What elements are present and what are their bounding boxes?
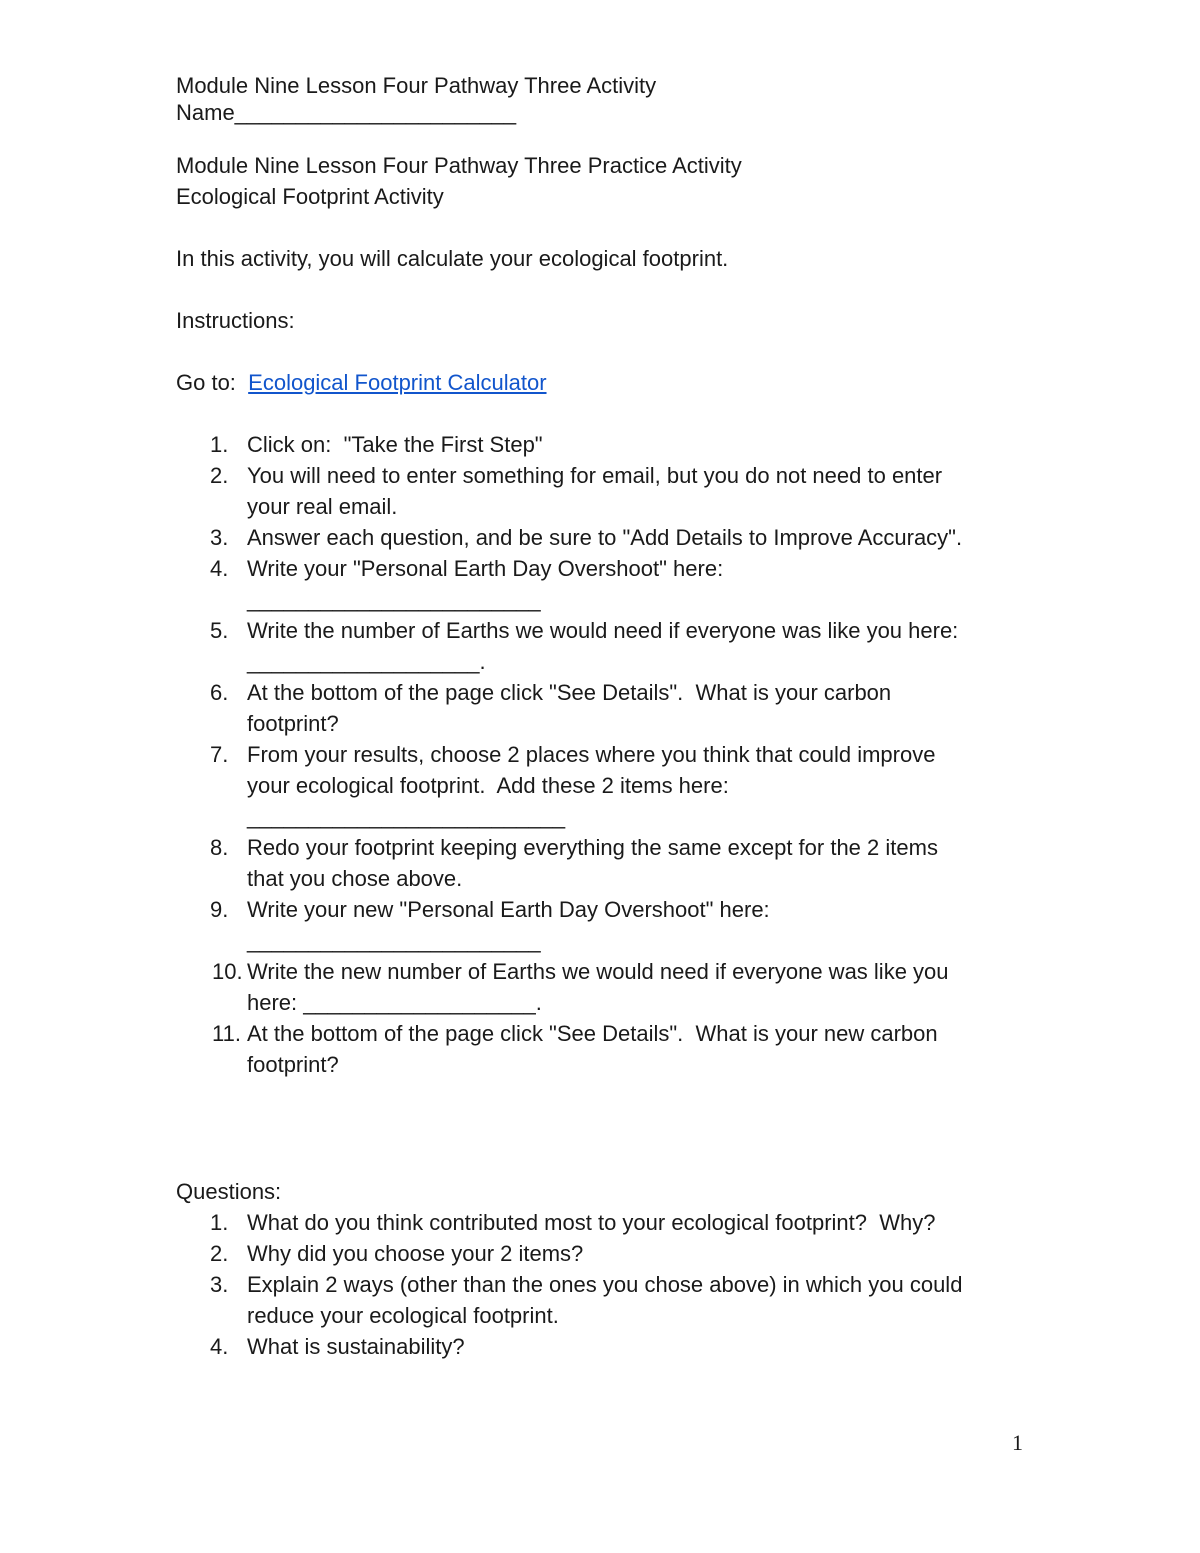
step-number: 3.: [210, 525, 229, 550]
header-title: Module Nine Lesson Four Pathway Three Activity: [176, 73, 657, 98]
question-number: 4.: [210, 1334, 229, 1359]
list-item: [176, 1331, 1036, 1362]
list-item: [176, 522, 1036, 553]
activity-description: In this activity, you will calculate your ecological footprint.: [176, 246, 729, 271]
instruction-steps: [176, 429, 1036, 1080]
activity-subtitle: Ecological Footprint Activity: [176, 184, 444, 209]
question-number: 3.: [210, 1272, 229, 1297]
question-text: Explain 2 ways (other than the ones you chose above) in which you could reduce your ecological footprint.: [247, 1272, 963, 1328]
step-number: 2.: [210, 463, 229, 488]
step-text: At the bottom of the page click "See Details". What is your new carbon footprint?: [247, 1021, 938, 1077]
calculator-link[interactable]: Ecological Footprint Calculator: [248, 370, 547, 395]
step-text: Click on: "Take the First Step": [247, 432, 543, 457]
question-list: [176, 1207, 1036, 1362]
step-text: Redo your footprint keeping everything the same except for the 2 items that you chose above.: [247, 835, 938, 891]
list-item: [176, 460, 1036, 522]
instructions-label: Instructions:: [176, 308, 295, 333]
activity-title: Module Nine Lesson Four Pathway Three Practice Activity: [176, 153, 742, 178]
step-text: Write your new "Personal Earth Day Overshoot" here: ________________________: [247, 897, 770, 953]
goto-label: Go to:: [176, 370, 249, 395]
page-number: 1: [1012, 1430, 1023, 1455]
step-text: You will need to enter something for email, but you do not need to enter your real email.: [247, 463, 943, 519]
question-text: Why did you choose your 2 items?: [247, 1241, 584, 1266]
list-item: [176, 894, 1036, 956]
step-text: Write the number of Earths we would need if everyone was like you here: ___________________.: [247, 618, 959, 674]
list-item: [176, 677, 1036, 739]
list-item: [176, 739, 1036, 832]
list-item: [176, 553, 1036, 615]
list-item: [176, 832, 1036, 894]
question-text: What do you think contributed most to your ecological footprint? Why?: [247, 1210, 936, 1235]
list-item: [176, 1269, 1036, 1331]
step-text: Answer each question, and be sure to "Add Details to Improve Accuracy".: [247, 525, 963, 550]
name-line: Name_______________________: [176, 100, 517, 125]
step-text: Write your "Personal Earth Day Overshoot" here: ________________________: [247, 556, 724, 612]
step-number: 6.: [210, 680, 229, 705]
step-number: 10.: [212, 959, 243, 984]
step-number: 1.: [210, 432, 229, 457]
step-text: Write the new number of Earths we would need if everyone was like you here: ___________________.: [247, 959, 949, 1015]
question-text: What is sustainability?: [247, 1334, 465, 1359]
step-number: 4.: [210, 556, 229, 581]
question-number: 1.: [210, 1210, 229, 1235]
list-item: [176, 956, 1036, 1018]
list-item: [176, 1238, 1036, 1269]
questions-label: Questions:: [176, 1179, 282, 1204]
step-number: 9.: [210, 897, 229, 922]
step-number: 11.: [212, 1021, 241, 1046]
step-number: 7.: [210, 742, 229, 767]
list-item: [176, 429, 1036, 460]
step-text: At the bottom of the page click "See Details". What is your carbon footprint?: [247, 680, 892, 736]
goto-line: [176, 367, 1036, 398]
list-item: [176, 1018, 1036, 1080]
step-number: 5.: [210, 618, 229, 643]
question-number: 2.: [210, 1241, 229, 1266]
step-text: From your results, choose 2 places where you think that could improve your ecological footprint. Add these 2 items here: __________________________: [247, 742, 936, 829]
list-item: [176, 1207, 1036, 1238]
step-number: 8.: [210, 835, 229, 860]
list-item: [176, 615, 1036, 677]
